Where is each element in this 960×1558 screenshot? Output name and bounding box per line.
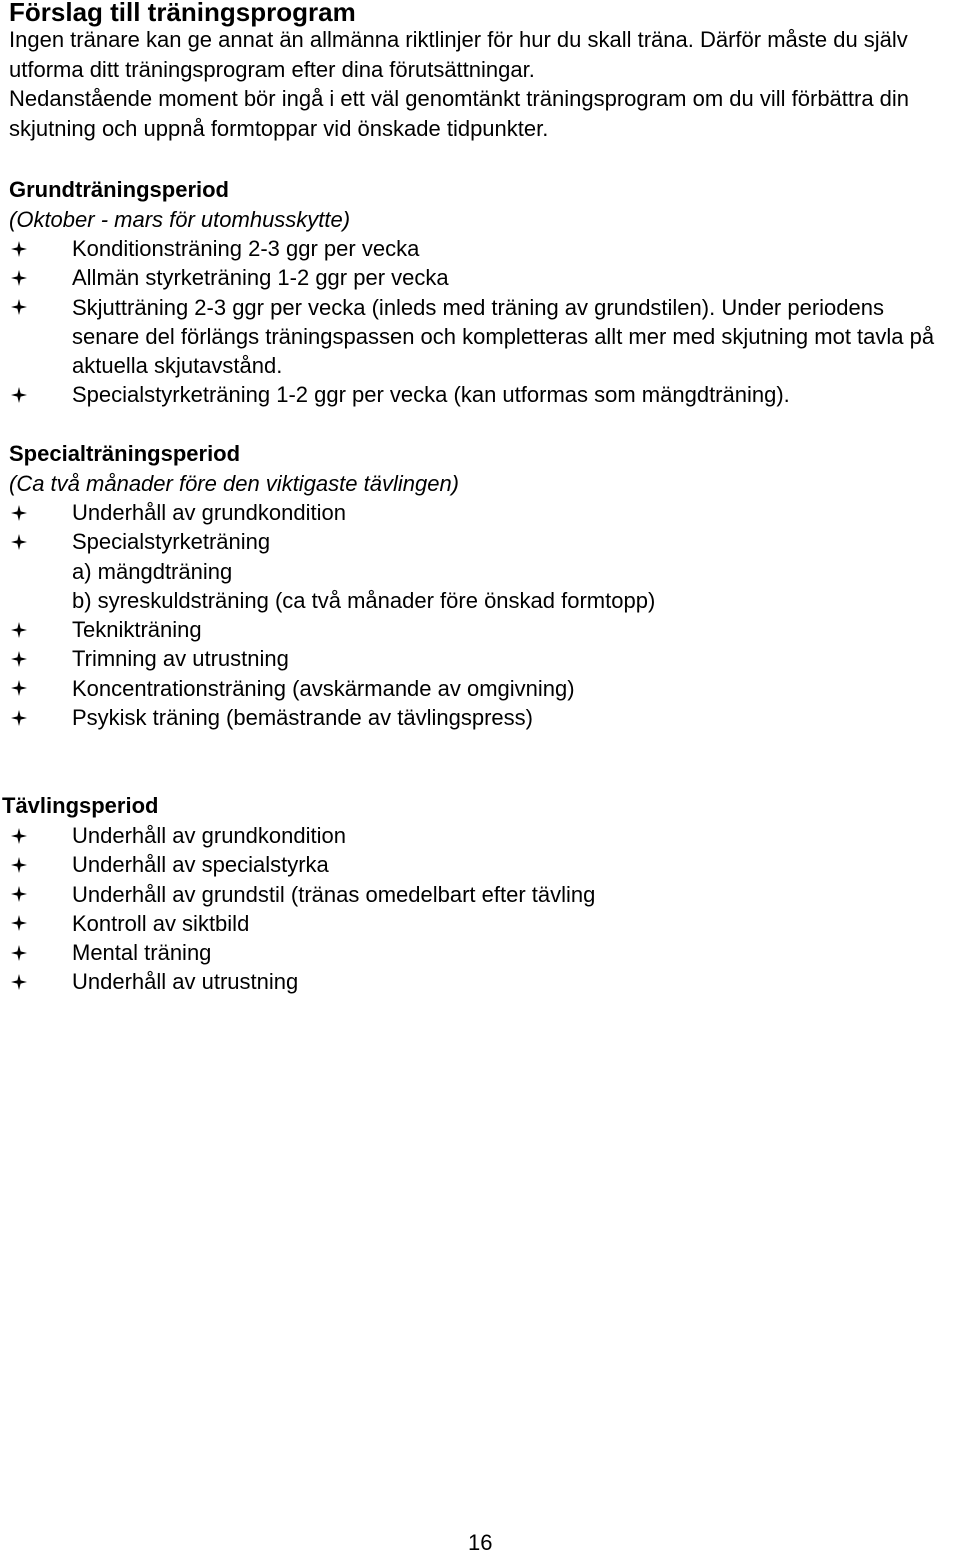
list-item-text: Underhåll av grundstil (tränas omedelbart efter tävling bbox=[72, 881, 596, 907]
list-item-text: Psykisk träning (bemästrande av tävlingspress) bbox=[72, 705, 533, 731]
four-point-star-icon bbox=[9, 703, 29, 732]
list-item bbox=[9, 821, 954, 850]
four-point-star-icon bbox=[9, 527, 29, 556]
four-point-star-icon bbox=[9, 644, 29, 673]
four-point-star-icon bbox=[9, 263, 29, 292]
four-point-star-icon bbox=[9, 909, 29, 938]
sub-item-syreskuldstraning: b) syreskuldsträning (ca två månader före önskad formtopp) bbox=[72, 587, 656, 613]
four-point-star-icon bbox=[9, 674, 29, 703]
list-item bbox=[9, 938, 954, 967]
list-item bbox=[9, 615, 954, 644]
list-item-text: Mental träning bbox=[72, 940, 212, 966]
sub-item-mangdtraning: a) mängdträning bbox=[72, 558, 233, 584]
four-point-star-icon bbox=[9, 850, 29, 879]
section-heading-specialtraningsperiod: Specialträningsperiod bbox=[9, 441, 241, 466]
four-point-star-icon bbox=[9, 821, 29, 850]
section-heading-tavlingsperiod: Tävlingsperiod bbox=[2, 793, 159, 818]
list-item bbox=[9, 644, 954, 673]
bullet-list-grundtraningsperiod bbox=[9, 234, 954, 410]
list-item-text: Underhåll av grundkondition bbox=[72, 500, 346, 525]
list-item-text: Teknikträning bbox=[72, 617, 202, 643]
list-item-text: Koncentrationsträning (avskärmande av omgivning) bbox=[72, 675, 575, 701]
four-point-star-icon bbox=[9, 880, 29, 909]
list-item-text: Allmän styrketräning 1-2 ggr per vecka bbox=[72, 265, 449, 291]
page-title: Förslag till träningsprogram bbox=[9, 0, 356, 27]
list-item bbox=[9, 909, 954, 938]
four-point-star-icon bbox=[9, 967, 29, 996]
four-point-star-icon bbox=[9, 380, 29, 409]
list-item bbox=[9, 527, 954, 615]
four-point-star-icon bbox=[9, 293, 29, 322]
list-item-text: Skjutträning 2-3 ggr per vecka (inleds med träning av grundstilen). Under periodens senare del förlängs träningspassen och kompletteras allt mer med skjutning mot tavla på aktuella skjutavstånd. bbox=[72, 294, 935, 379]
intro-sentence-2: Nedanstående moment bör ingå i ett väl genomtänkt träningsprogram om du vill förbättra din skjutning och uppnå formtoppar vid önskade tidpunkter. bbox=[9, 86, 910, 141]
list-item bbox=[9, 674, 954, 703]
section-subtitle-grundtraningsperiod: (Oktober - mars för utomhusskytte) bbox=[9, 207, 351, 232]
intro-paragraph bbox=[9, 25, 954, 143]
list-item bbox=[9, 498, 954, 527]
bullet-list-tavlingsperiod bbox=[9, 821, 954, 997]
four-point-star-icon bbox=[9, 615, 29, 644]
four-point-star-icon bbox=[9, 938, 29, 967]
list-item bbox=[9, 263, 954, 292]
list-item bbox=[9, 703, 954, 732]
section-subtitle-specialtraningsperiod: (Ca två månader före den viktigaste tävlingen) bbox=[9, 471, 460, 496]
list-item-text: Underhåll av utrustning bbox=[72, 969, 299, 995]
list-item-text: Konditionsträning 2-3 ggr per vecka bbox=[72, 236, 420, 261]
intro-sentence-1: Ingen tränare kan ge annat än allmänna riktlinjer för hur du skall träna. Därför måste du själv utforma ditt träningsprogram efter dina förutsättningar. bbox=[9, 27, 908, 82]
list-item bbox=[9, 293, 954, 381]
list-item-text: Specialstyrketräning 1-2 ggr per vecka (kan utformas som mängdträning). bbox=[72, 382, 790, 408]
list-item-text: Underhåll av specialstyrka bbox=[72, 852, 329, 878]
list-item-text: Trimning av utrustning bbox=[72, 646, 289, 672]
list-item bbox=[9, 850, 954, 879]
list-item bbox=[9, 234, 954, 263]
list-item bbox=[9, 967, 954, 996]
page-number: 16 bbox=[468, 1530, 493, 1555]
list-item-text: Kontroll av siktbild bbox=[72, 910, 250, 936]
bullet-list-specialtraningsperiod bbox=[9, 498, 954, 732]
four-point-star-icon bbox=[9, 498, 29, 527]
section-heading-grundtraningsperiod: Grundträningsperiod bbox=[9, 177, 229, 202]
four-point-star-icon bbox=[9, 234, 29, 263]
list-item-text: Specialstyrketräning bbox=[72, 529, 271, 555]
list-item bbox=[9, 380, 954, 409]
list-item-text: Underhåll av grundkondition bbox=[72, 823, 346, 848]
list-item bbox=[9, 880, 954, 909]
